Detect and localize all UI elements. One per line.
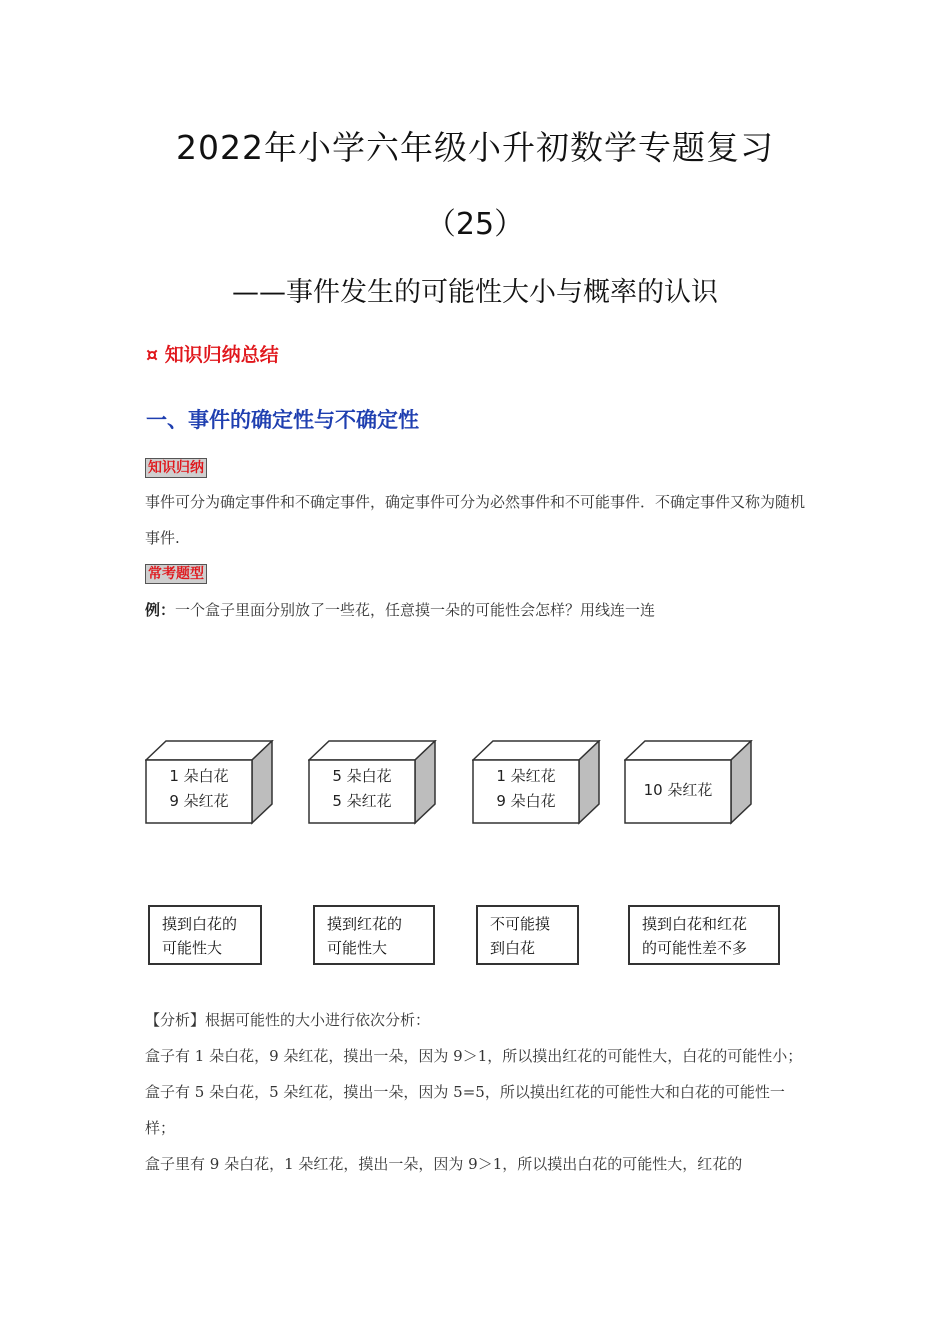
example-question xyxy=(145,592,810,628)
analysis-line: 盒子里有 9 朵白花，1 朵红花，摸出一朵，因为 9＞1，所以摸出白花的可能性大，红花的 xyxy=(145,1155,743,1173)
flower-box xyxy=(308,740,443,830)
example-tag: 常考题型 xyxy=(145,564,207,584)
option-card: 不可能摸 到白花 xyxy=(476,905,579,965)
option-card: 摸到白花和红花 的可能性差不多 xyxy=(628,905,780,965)
subsection-heading: 一、事件的确定性与不确定性 xyxy=(146,408,419,432)
flower-box xyxy=(145,740,280,830)
knowledge-text: 事件可分为确定事件和不确定事件，确定事件可分为必然事件和不可能事件．不确定事件又称为随机事件. xyxy=(145,493,806,547)
example-question-text: 一个盒子里面分别放了一些花，任意摸一朵的可能性会怎样？用线连一连 xyxy=(175,601,656,619)
flower-box xyxy=(624,740,759,830)
box-contents: 1 朵白花 9 朵红花 xyxy=(169,767,229,810)
document-title: 2022年小学六年级小升初数学专题复习 xyxy=(176,128,774,167)
example-label: 例： xyxy=(145,601,176,619)
document-subtitle: ——事件发生的可能性大小与概率的认识 xyxy=(232,277,718,308)
analysis-line: 盒子有 5 朵白花，5 朵红花，摸出一朵，因为 5=5，所以摸出红花的可能性大和白花的可能性一样； xyxy=(145,1083,785,1137)
option-card: 摸到红花的 可能性大 xyxy=(313,905,435,965)
option-card: 摸到白花的 可能性大 xyxy=(148,905,262,965)
box-contents: 10 朵红花 xyxy=(643,781,713,799)
knowledge-tag: 知识归纳 xyxy=(145,458,207,478)
flower-box xyxy=(472,740,607,830)
box-contents: 5 朵白花 5 朵红花 xyxy=(332,767,392,810)
analysis-line: 【分析】根据可能性的大小进行依次分析： xyxy=(145,1011,431,1029)
matching-diagram xyxy=(0,740,950,980)
document-number: （25） xyxy=(425,207,525,242)
box-contents: 1 朵红花 9 朵白花 xyxy=(496,767,556,810)
analysis-text xyxy=(145,1002,810,1182)
section-heading: ¤ 知识归纳总结 xyxy=(146,344,279,366)
analysis-line: 盒子有 1 朵白花，9 朵红花，摸出一朵，因为 9＞1，所以摸出红花的可能性大，白花的可能性小； xyxy=(145,1047,803,1065)
